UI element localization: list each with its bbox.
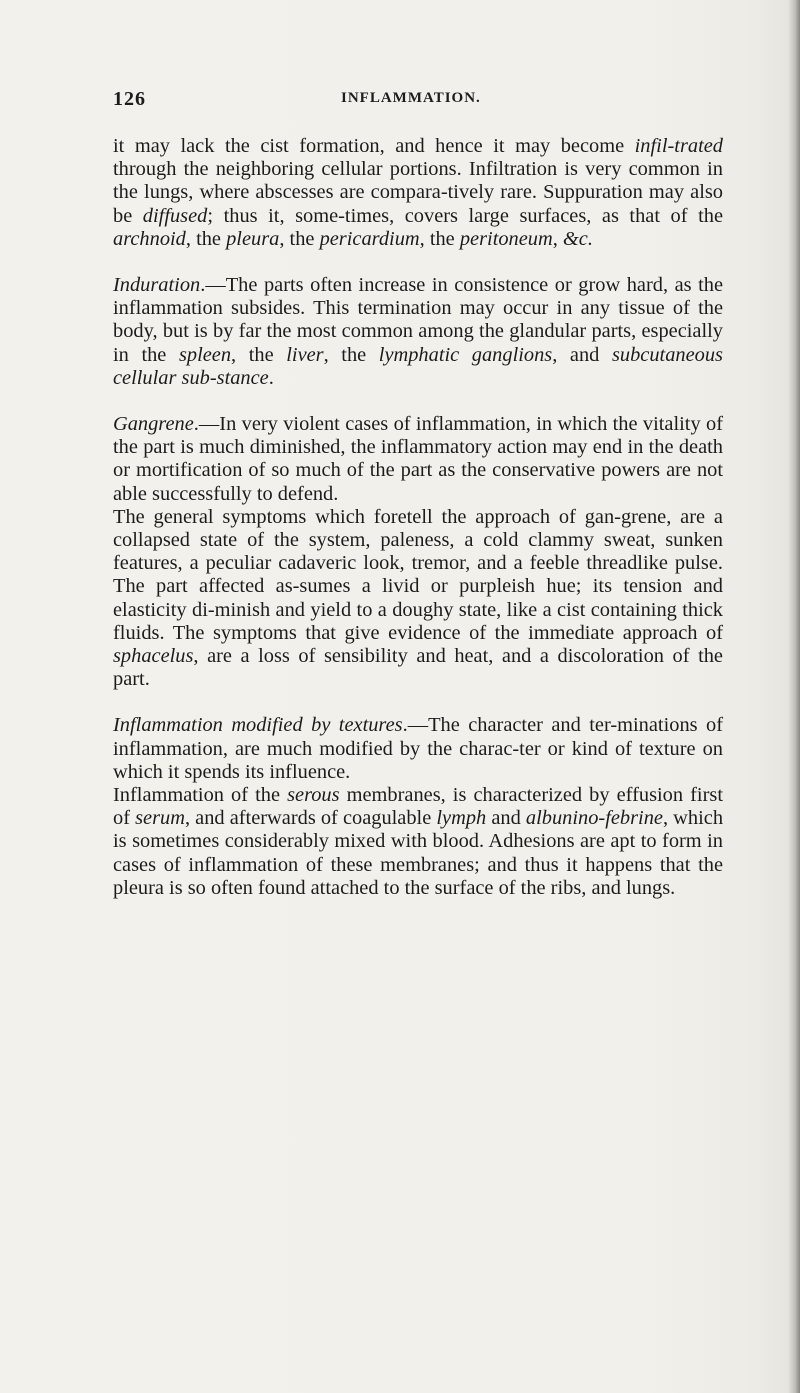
italic-term: diffused: [142, 204, 208, 227]
paragraph-gap: [113, 390, 723, 413]
paragraph-induration: [113, 274, 723, 390]
running-title: INFLAMMATION.: [341, 90, 481, 106]
italic-term: pericardium: [319, 227, 420, 250]
italic-term: pleura: [226, 227, 280, 250]
italic-term: archnoid: [113, 227, 186, 250]
italic-term: spleen: [178, 343, 232, 366]
text-run: , which is sometimes considerably mixed with blood. Adhesions are apt to form in cases of inflammation of these membranes; and thus it happens that the pleura is so often found attached to the surface of the ribs, and lungs.: [113, 807, 724, 899]
italic-term: liver: [286, 343, 324, 366]
italic-term: lymphatic ganglions: [378, 343, 553, 366]
text-run: , and: [552, 343, 612, 366]
italic-term: peritoneum: [459, 227, 553, 250]
paragraph-gap: [113, 691, 723, 714]
text-run: , the: [185, 227, 227, 250]
paragraph-serous: [113, 784, 723, 900]
text-run: .—In very violent cases of inflammation, in which the vitality of the part is much diminished, the inflammatory action may end in the death or mortification of so much of the part as the conservative powers are not able successfully to defend.: [113, 413, 723, 505]
text-run: , the: [419, 227, 460, 250]
text-run: .: [268, 366, 274, 389]
running-head: [113, 88, 713, 114]
body-text: [113, 135, 723, 900]
text-run: it may lack the cist formation, and hence it may become: [113, 135, 635, 157]
italic-term: lymph: [436, 807, 487, 830]
text-run: , and afterwards of coagulable: [184, 807, 437, 830]
italic-term: infil-trated: [634, 135, 723, 157]
paragraph-gap: [113, 251, 723, 274]
italic-term: albunino-febrine: [525, 807, 663, 830]
text-run: ; thus it, some-times, covers large surfaces, as that of the: [207, 204, 723, 227]
section-heading-textures: Inflammation modified by textures: [113, 714, 403, 737]
text-run: , the: [323, 343, 379, 366]
text-run: and: [486, 807, 526, 830]
paragraph-textures: [113, 714, 723, 784]
page-number: 126: [113, 88, 146, 110]
text-run: , are a loss of sensibility and heat, and a discoloration of the part.: [113, 645, 723, 691]
text-run: Inflammation of the: [113, 784, 288, 807]
section-heading-induration: Induration: [113, 274, 201, 297]
italic-term: serum: [135, 807, 185, 830]
paragraph-suppuration: [113, 135, 723, 251]
paragraph-gangrene-symptoms: [113, 506, 723, 692]
text-run: , the: [231, 343, 287, 366]
text-run: ,: [552, 227, 563, 250]
italic-term: sphacelus: [113, 645, 194, 668]
text-run: The general symptoms which foretell the approach of gan-grene, are a collapsed state of the system, paleness, a cold clammy sweat, sunken features, a peculiar cadaveric look, tremor, and a feeble threadlike pulse. The part affected as-sumes a livid or purpleish hue; its tension and elasticity di-minish and yield to a doughy state, like a cist containing thick fluids. The symptoms that give evidence of the immediate approach of: [113, 505, 723, 644]
page-edge-shadow: [788, 0, 800, 1393]
italic-term: serous: [287, 784, 340, 807]
text-run: membranes, is characterized by effusion first of: [113, 784, 723, 830]
text-run: .—The parts often increase in consistence or grow hard, as the inflammation subsides. This termination may occur in any tissue of the body, but is by far the most common among the glandular parts, especially in the: [113, 274, 723, 366]
paragraph-gangrene: [113, 413, 723, 506]
text-run: through the neighboring cellular portions. Infiltration is very common in the lungs, where abscesses are compara-tively rare. Suppuration may also be: [113, 158, 723, 227]
text-run: , the: [279, 227, 320, 250]
italic-term: subcutaneous cellular sub-stance: [113, 343, 723, 389]
text-run: .—The character and ter-minations of inflammation, are much modified by the charac-ter or kind of texture on which it spends its influence.: [113, 714, 723, 783]
italic-term: &c.: [562, 227, 593, 250]
section-heading-gangrene: Gangrene: [113, 413, 194, 436]
